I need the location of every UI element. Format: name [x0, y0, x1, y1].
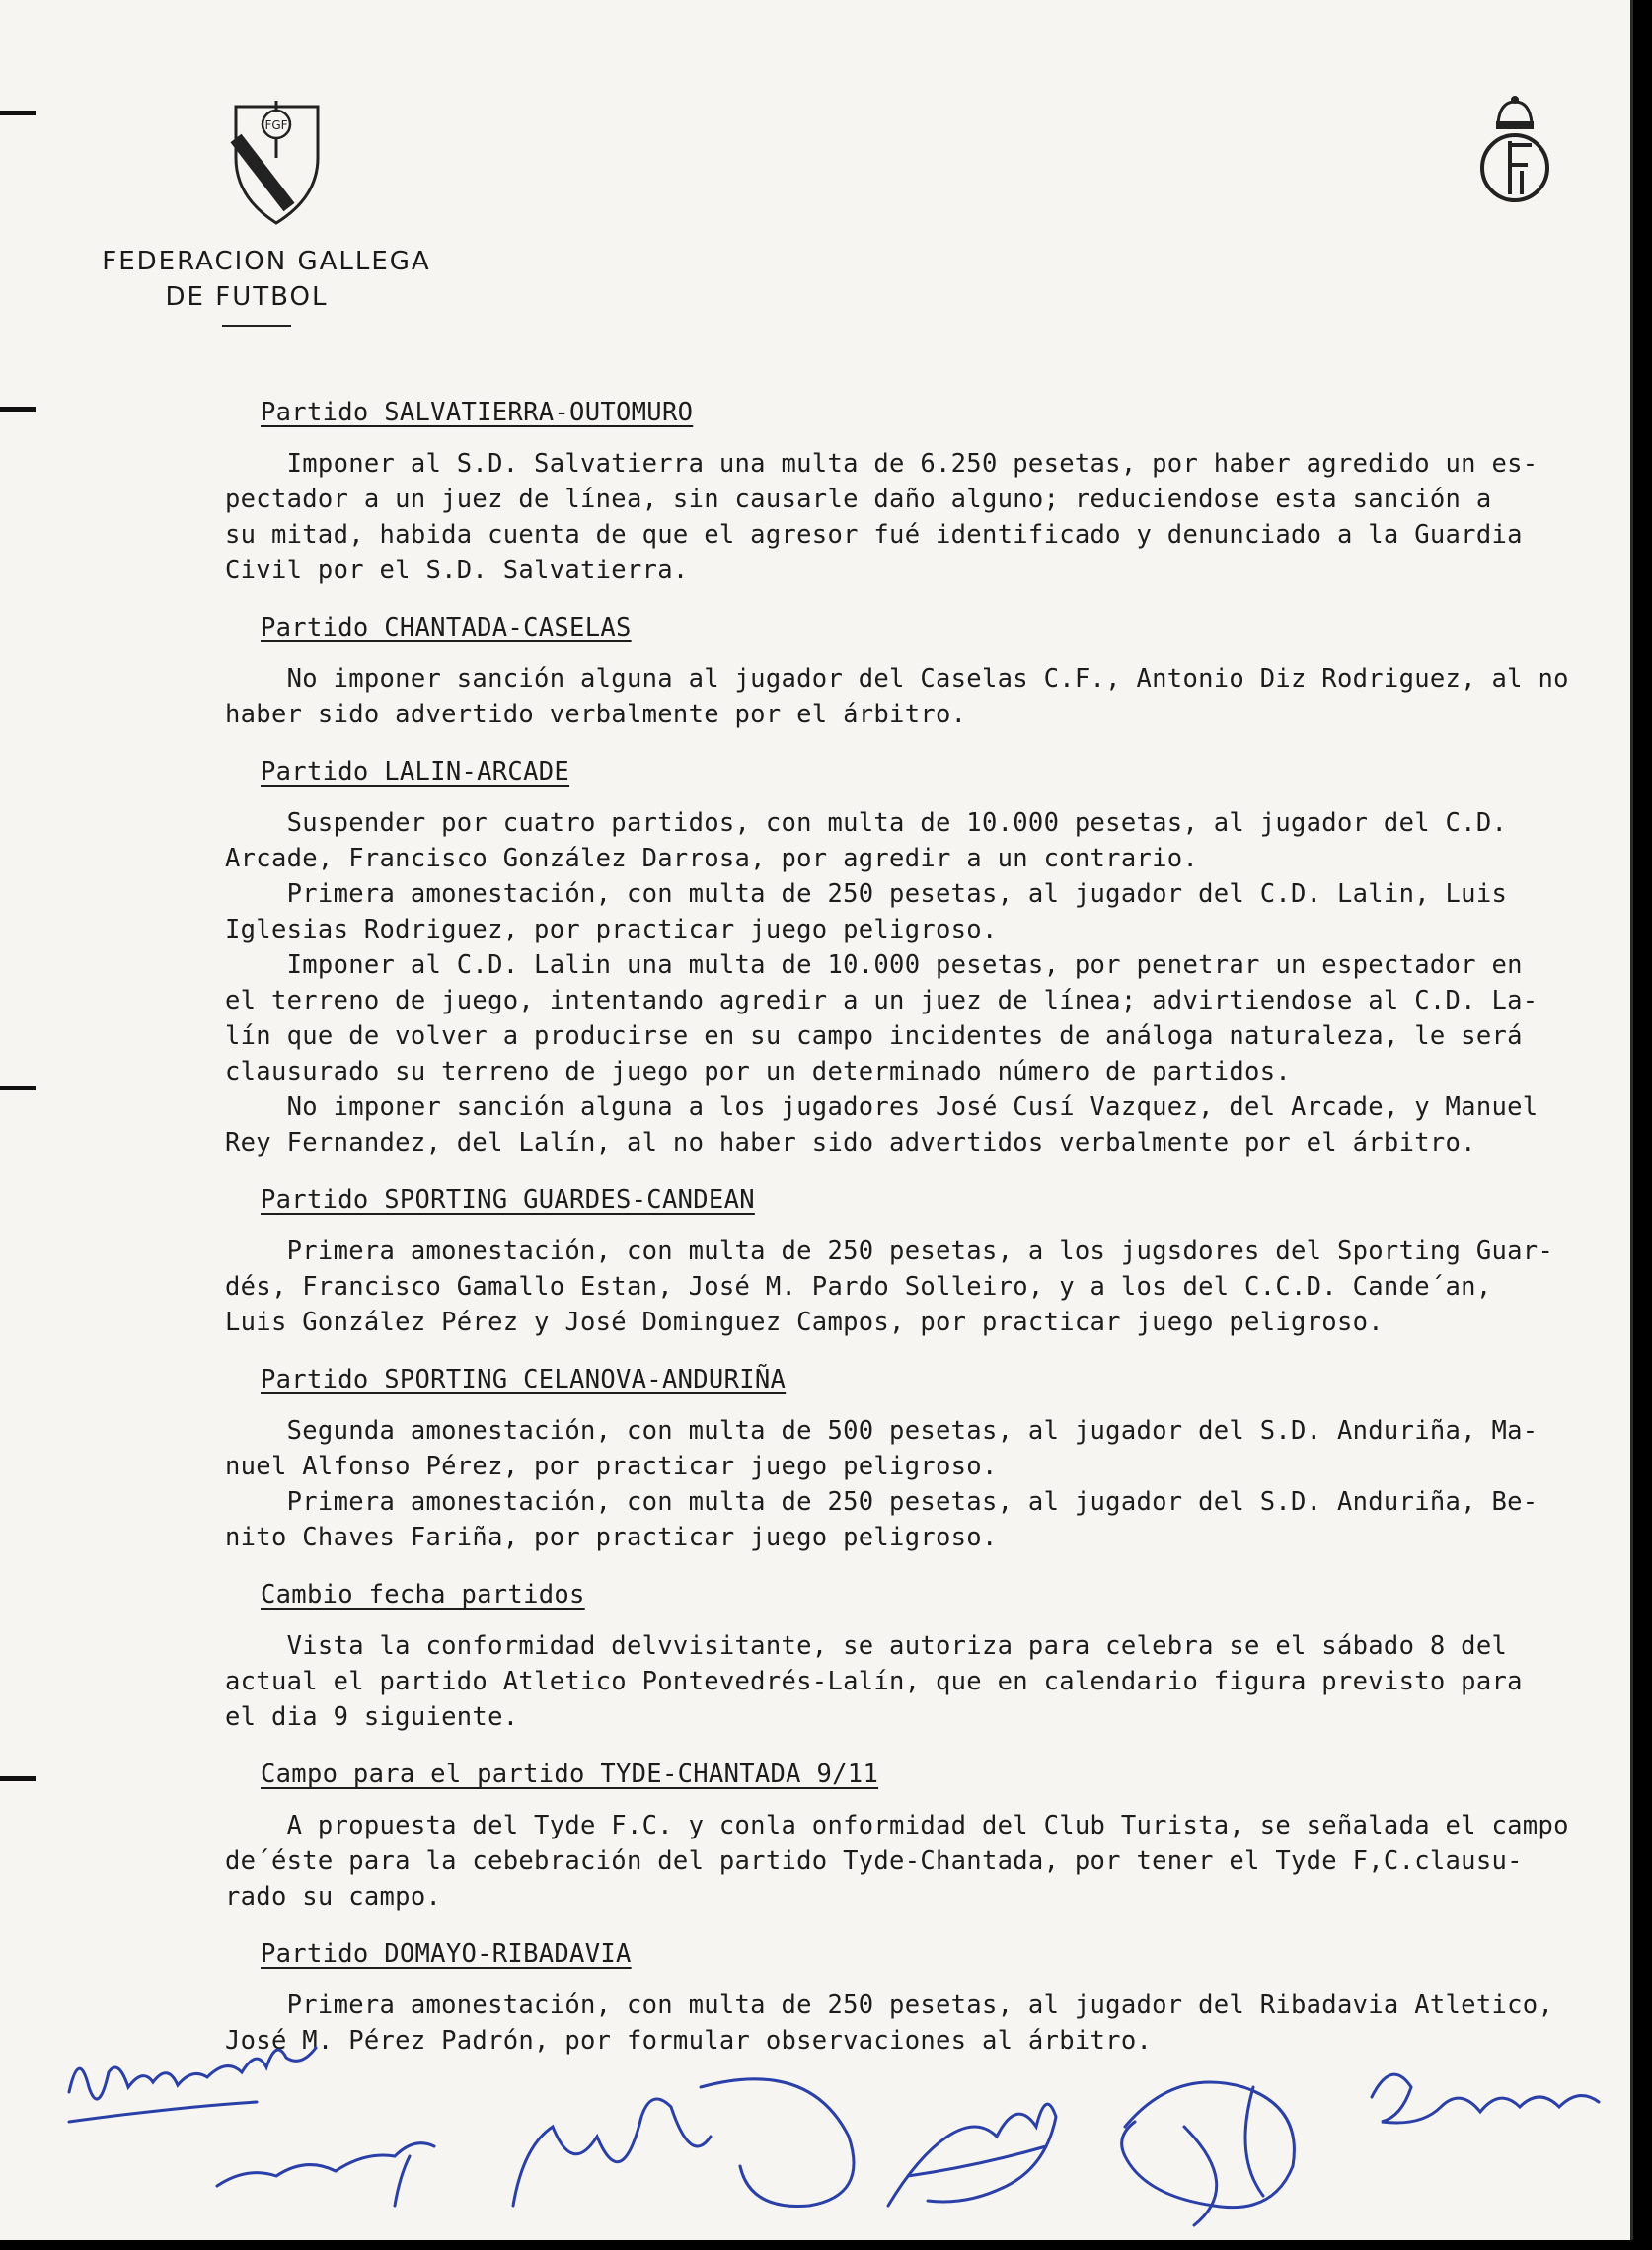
body-text-line: clausurado su terreno de juego por un determinado número de partidos.: [225, 1057, 1292, 1087]
body-text-line: Primera amonestación, con multa de 250 pesetas, a los jugsdores del Sporting Guar-: [225, 1237, 1554, 1266]
body-text-line: José M. Pérez Padrón, por formular observaciones al árbitro.: [225, 2026, 1153, 2056]
body-text-line: Primera amonestación, con multa de 250 pesetas, al jugador del S.D. Anduriña, Be-: [225, 1487, 1539, 1517]
signature-3: [888, 2104, 1056, 2206]
binder-hole-mark: [0, 1776, 36, 1781]
signature-5: [1372, 2074, 1599, 2123]
letterhead: [59, 99, 474, 327]
signature-1: [69, 2048, 434, 2206]
body-text-line: Suspender por cuatro partidos, con multa de 10.000 pesetas, al jugador del C.D.: [225, 808, 1508, 838]
section-heading: Partido CHANTADA-CASELAS: [261, 613, 632, 642]
body-text-line: Segunda amonestación, con multa de 500 pesetas, al jugador del S.D. Anduriña, Ma-: [225, 1416, 1539, 1446]
resolution-section: [225, 1757, 1626, 1914]
resolution-section: [225, 1577, 1626, 1735]
body-text-line: Rey Fernandez, del Lalín, al no haber sido advertidos verbalmente por el árbitro.: [225, 1128, 1476, 1158]
svg-text:FEF: FEF: [1515, 210, 1517, 211]
body-text-line: nito Chaves Fariña, por practicar juego peligroso.: [225, 1523, 998, 1552]
body-text-line: de´éste para la cebebración del partido Tyde-Chantada, por tener el Tyde F,C.clausu-: [225, 1846, 1523, 1876]
body-text-line: el terreno de juego, intentando agredir a un juez de línea; advirtiendose al C.D. La-: [225, 986, 1539, 1015]
signatures: [59, 2028, 1618, 2235]
org-name-line-1: FEDERACION GALLEGA: [102, 247, 431, 276]
resolution-section: [225, 754, 1626, 1161]
resolution-section: [225, 395, 1626, 588]
organization-name: [59, 244, 474, 315]
body-text-line: su mitad, habida cuenta de que el agresor fué identificado y denunciado a la Guardia: [225, 520, 1523, 550]
body-text-line: Arcade, Francisco González Darrosa, por agredir a un contrario.: [225, 844, 1199, 873]
body-text-line: pectador a un juez de línea, sin causarle daño alguno; reduciendose esta sanción a: [225, 485, 1492, 514]
body-text-line: Imponer al S.D. Salvatierra una multa de 6.250 pesetas, por haber agredido un es-: [225, 449, 1539, 479]
signature-4: [1122, 2082, 1295, 2225]
letterhead-rule: [222, 325, 291, 327]
body-text-line: Iglesias Rodriguez, por practicar juego peligroso.: [225, 915, 998, 944]
binder-hole-mark: [0, 1086, 36, 1090]
resolutions-body: [225, 395, 1626, 2080]
body-text-line: Primera amonestación, con multa de 250 pesetas, al jugador del Ribadavia Atletico,: [225, 1990, 1554, 2020]
resolution-section: [225, 610, 1626, 732]
section-heading: Partido DOMAYO-RIBADAVIA: [261, 1939, 632, 1969]
section-heading: Partido SALVATIERRA-OUTOMURO: [261, 398, 694, 427]
body-text-line: lín que de volver a producirse en su campo incidentes de análoga naturaleza, le será: [225, 1021, 1523, 1051]
royal-federation-crest-logo: [1470, 94, 1559, 212]
binder-hole-mark: [0, 407, 36, 412]
signature-2: [513, 2079, 854, 2207]
org-name-line-2: DE FUTBOL: [165, 282, 329, 312]
body-text-line: nuel Alfonso Pérez, por practicar juego peligroso.: [225, 1452, 998, 1481]
svg-text:FGF: FGF: [263, 118, 288, 132]
body-text-line: dés, Francisco Gamallo Estan, José M. Pardo Solleiro, y a los del C.C.D. Cande´an,: [225, 1272, 1492, 1302]
body-text-line: actual el partido Atletico Pontevedrés-Lalín, que en calendario figura previsto para: [225, 1667, 1523, 1696]
body-text-line: Vista la conformidad delvvisitante, se autoriza para celebra se el sábado 8 del: [225, 1631, 1508, 1661]
body-text-line: Imponer al C.D. Lalin una multa de 10.000 pesetas, por penetrar un espectador en: [225, 950, 1523, 980]
body-text-line: rado su campo.: [225, 1882, 442, 1912]
body-text-line: haber sido advertido verbalmente por el árbitro.: [225, 700, 967, 729]
section-heading: Partido SPORTING GUARDES-CANDEAN: [261, 1185, 755, 1215]
federation-shield-logo: [217, 99, 336, 232]
body-text-line: Primera amonestación, con multa de 250 pesetas, al jugador del C.D. Lalin, Luis: [225, 879, 1508, 909]
body-text-line: Luis González Pérez y José Dominguez Campos, por practicar juego peligroso.: [225, 1308, 1384, 1337]
resolution-section: [225, 1182, 1626, 1340]
body-text-line: No imponer sanción alguna a los jugadores José Cusí Vazquez, del Arcade, y Manuel: [225, 1092, 1539, 1122]
section-heading: Cambio fecha partidos: [261, 1580, 585, 1610]
section-heading: Partido SPORTING CELANOVA-ANDURIÑA: [261, 1365, 787, 1394]
section-heading: Campo para el partido TYDE-CHANTADA 9/11: [261, 1760, 879, 1789]
body-text-line: Civil por el S.D. Salvatierra.: [225, 556, 689, 585]
body-text-line: el dia 9 siguiente.: [225, 1702, 519, 1732]
section-heading: Partido LALIN-ARCADE: [261, 757, 570, 787]
binder-hole-mark: [0, 111, 36, 115]
resolution-section: [225, 1362, 1626, 1555]
body-text-line: No imponer sanción alguna al jugador del Caselas C.F., Antonio Diz Rodriguez, al no: [225, 664, 1569, 694]
body-text-line: A propuesta del Tyde F.C. y conla onformidad del Club Turista, se señalada el campo: [225, 1811, 1569, 1840]
